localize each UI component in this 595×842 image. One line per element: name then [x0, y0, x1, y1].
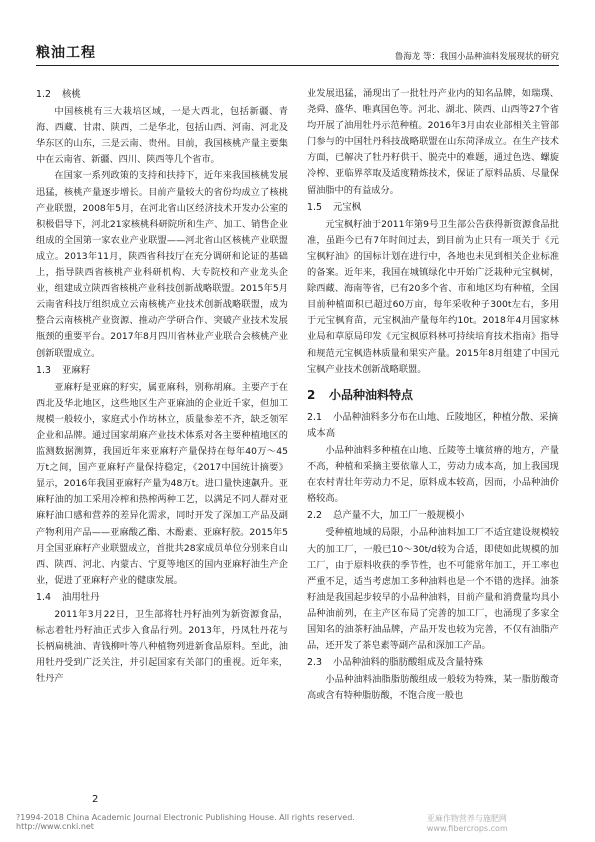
section-heading — [307, 387, 559, 403]
heading-title: 小品种油料特点 — [329, 387, 414, 402]
right-column — [307, 86, 559, 704]
body-paragraph: 2011年3月22日，卫生部将牡丹籽油列为新资源食品，标志着牡丹籽油正式步入食品行列。2013年，丹凤牡丹花与长柄扁桃油、青钱柳叶等八种植物列进新食品原料。至此，油用牡丹受到广泛关注，并引起国家有关部门的重视。近年来，牡丹产 — [36, 609, 288, 685]
heading-number: 2.3 — [307, 657, 322, 669]
heading-number: 2 — [307, 387, 316, 402]
left-column — [36, 86, 288, 687]
body-paragraph: 中国核桃有三大栽培区域，一是大西北，包括新疆、青海、西藏、甘肃、陕西，二是华北，包括山西、河南、河北及华东区的山东，三是云南、贵州。目前，我国核桃产量主要集中在云南省、新疆、四川、陕西等几个省市。 — [36, 106, 288, 166]
heading-title: 亚麻籽 — [62, 364, 91, 376]
subsection-heading — [36, 87, 288, 103]
running-header — [36, 40, 559, 66]
heading-number: 1.2 — [36, 89, 51, 100]
body-paragraph: 元宝枫籽油于2011年第9号卫生部公告获得新资源食品批准，虽距今已有7年时间过去，到目前为止只有一项关于《元宝枫籽油》的国标计划在进行中，各地也未见到相关企业标准的备案。近年来，我国在城镇绿化中开始广泛栽种元宝枫树，除西藏、海南等省，已有20多个省、市和地区均有种植，全国目前种植面积已超过60万亩，每年采收种子300t左右，多用于元宝枫育苗，元宝枫油产量每年约10t。2018年4月国家林业局和草原局印发《元宝枫原料林可持续培育技术指南》指导和规范元宝枫造林质量和果实产量。2015年8月组建了中国元宝枫产业技术创新战略联盟。 — [307, 218, 559, 375]
heading-number: 1.5 — [307, 201, 322, 213]
heading-title: 元宝枫 — [333, 201, 362, 213]
subsection-heading — [36, 363, 288, 379]
subsection-heading — [36, 590, 288, 606]
body-paragraph: 业发展迅猛，涌现出了一批牡丹产业内的知名品牌，如瑞璞、尧舜、盛华、唯真国色等。河北、湖北、陕西、山西等27个省均开展了油用牡丹示范种植。2016年3月由农业部相关主管部门参与的中国牡丹科技战略联盟在山东菏泽成立。在生产技术方面，已解决了牡丹籽供干、脱壳中的难题，通过色选、螺旋冷榨、亚临界萃取及适度精炼技术，保证了原料品质、尽量保留油脂中的有益成分。 — [307, 88, 559, 196]
heading-title: 总产量不大，加工厂一般规模小 — [333, 510, 465, 522]
body-paragraph: 受种植地域的局限，小品种油料加工厂不适宜建设规模较大的加工厂，一般已10～30t/d较为合适，即使如此规模的加工厂，由于原料收获的季节性，也不可能常年加工，开工率也严重不足，适当考虑加工多种油料也是一个不错的选择。油茶籽油是我国起步较早的小品种油料，目前产量和消费量均具小品种油前列，在主产区布局了完善的加工厂，也涌现了多家全国知名的油茶籽油品牌，产品开发也较为完善，不仅有油脂产品，还开发了茶皂素等副产品和深加工产品。 — [307, 527, 559, 652]
heading-number: 2.2 — [307, 510, 322, 522]
heading-title: 油用牡丹 — [62, 591, 100, 603]
subsection-heading — [307, 200, 559, 216]
subsection-heading — [307, 410, 559, 442]
body-paragraph: 小品种油料多种植在山地、丘陵等土壤贫瘠的地方，产量不高，种植和采摘主要依靠人工，劳动力成本高，加上我国现在农村青壮年劳动力不足，原料成本较高，因而，小品种油价格较高。 — [307, 444, 559, 505]
subsection-heading — [307, 508, 559, 524]
running-title: 鲁海龙 等：我国小品种油料发展现状的研究 — [394, 52, 559, 62]
heading-number: 1.4 — [36, 591, 51, 603]
journal-name: 粮油工程 — [36, 45, 96, 61]
body-paragraph: 亚麻籽是亚麻的籽实，属亚麻科，别称胡麻。主要产于在西北及华北地区，这些地区生产亚麻油的企业近千家，但加工规模一般较小，家庭式小作坊林立，质量参差不齐，缺乏领军企业和品牌。通过国家胡麻产业技术体系对各主要种植地区的监测数据测算，我国近年来亚麻籽产量保持在每年40万～45万t之间，国产亚麻籽产量保持稳定，《2017中国统计摘要》显示，2016年我国亚麻籽产量为48万t。进口量快速飙升。亚麻籽油的加工采用冷榨和热榨两种工艺，以满足不同人群对亚麻籽油口感和营养的差异化需求，同时开发了深加工产品及副产物利用产品——亚麻酸乙酯、木酚素、亚麻籽胶。2015年5月全国亚麻籽产业联盟成立，首批共28家成员单位分别来自山西、陕西、河北、内蒙古、宁夏等地区的国内亚麻籽油生产企业，促进了亚麻籽产业的健康发展。 — [36, 381, 288, 586]
heading-number: 1.3 — [36, 364, 51, 376]
page-footer — [16, 813, 587, 833]
page-number: 2 — [92, 794, 99, 805]
heading-title: 小品种油料的脂肪酸组成及含量特殊 — [333, 657, 484, 669]
copyright-notice: ?1994-2018 China Academic Journal Electronic Publishing House. All rights reserved. http://www.cnki.net — [16, 813, 355, 831]
watermark-text: 亚麻作物营养与施肥网 www.fibercrops.com — [426, 814, 508, 833]
body-paragraph: 在国家一系列政策的支持和扶持下，近年来我国核桃发展迅猛，核桃产量逐步增长。目前产量较大的省份均成立了核桃产业联盟，2008年5月，在河北省山区经济技术开发办公室的积极倡导下，河北21家核桃科研院所和生产、加工、销售企业组成的全国第一家农业产业联盟——河北省山区核桃产业联盟成立。2013年11月，陕西省科技厅在充分调研和论证的基础上，指导陕西省核桃产业科研机构、大专院校和产业龙头企业，组建成立陕西省核桃产业科技创新战略联盟。2015年5月云南省科技厅组织成立云南核桃产业技术创新战略联盟，成为整合云南核桃产业资源、推动产学研合作、突破产业技术发展瓶颈的重要平台。2017年8月四川省林业产业联合会核桃产业创新联盟成立。 — [36, 170, 288, 359]
heading-title: 核桃 — [62, 89, 81, 100]
heading-title: 小品种油料多分布在山地、丘陵地区，种植分散、采摘成本高 — [307, 411, 559, 439]
body-paragraph: 小品种油料油脂脂肪酸组成一般较为特殊，某一脂肪酸奇高或含有特种脂肪酸，不饱合度一般也 — [307, 674, 559, 702]
subsection-heading — [307, 655, 559, 671]
heading-number: 2.1 — [307, 411, 322, 423]
